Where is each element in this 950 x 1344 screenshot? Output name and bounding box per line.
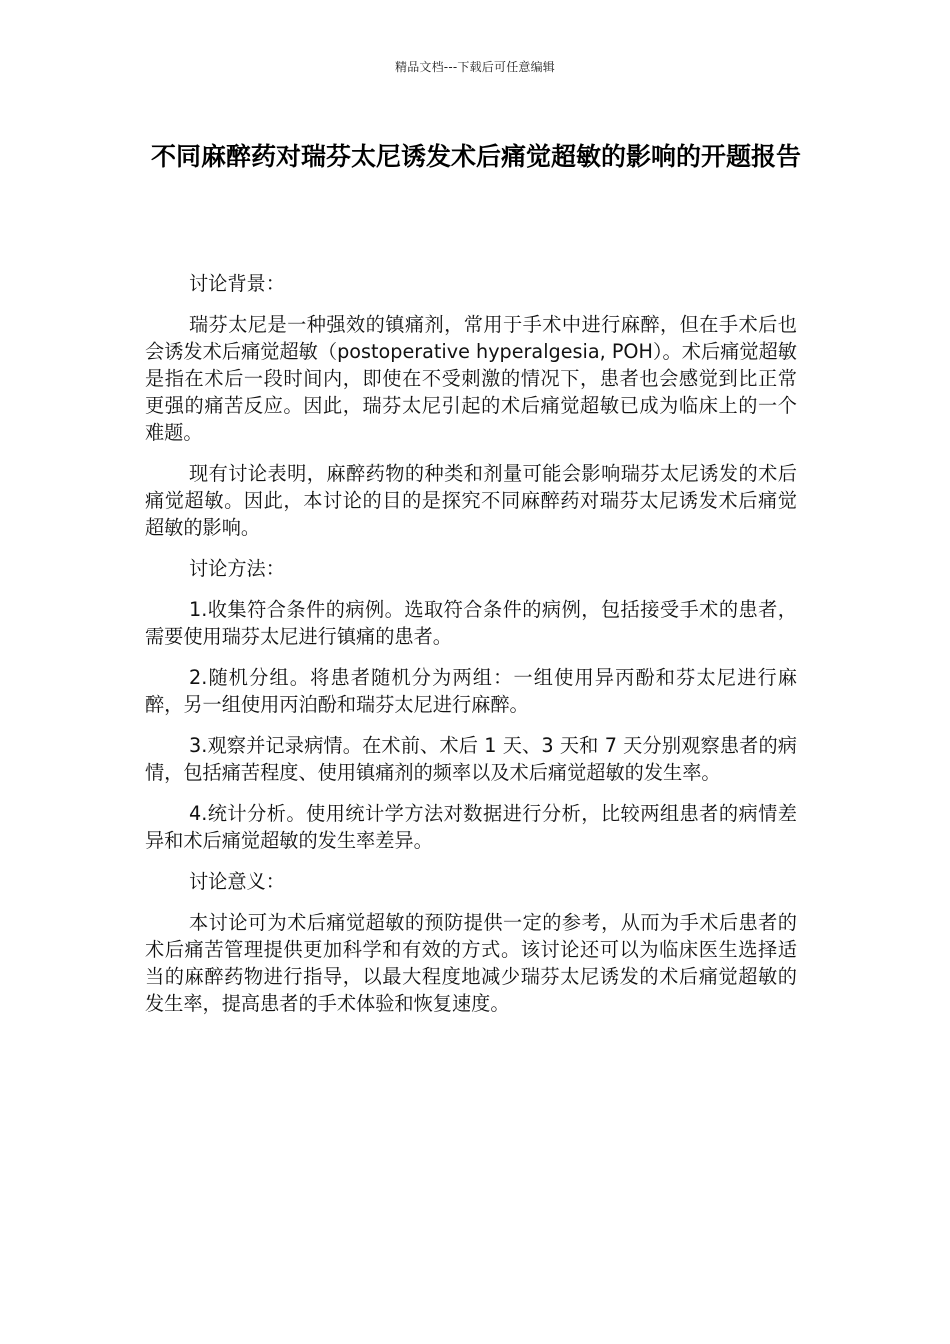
- method-item-2: 2.随机分组。将患者随机分为两组：一组使用异丙酚和芬太尼进行麻醉，另一组使用丙泊酚和瑞芬太尼进行麻醉。: [145, 666, 797, 716]
- document-title: 不同麻醉药对瑞芬太尼诱发术后痛觉超敏的影响的开题报告: [150, 142, 801, 171]
- paragraph-background-1: 瑞芬太尼是一种强效的镇痛剂，常用于手术中进行麻醉，但在手术后也会诱发术后痛觉超敏（postoperative hyperalgesia, POH）。术后痛觉超敏是指在术后一段时间内，即使在不受刺激的情况下，患者也会感觉到比正常更强的痛苦反应。因此，瑞芬太尼引起的术后痛觉超敏已成为临床上的一个难题。: [145, 313, 797, 444]
- method-item-1: 1.收集符合条件的病例。选取符合条件的病例，包括接受手术的患者，需要使用瑞芬太尼进行镇痛的患者。: [145, 598, 797, 648]
- document-body: [145, 270, 797, 1031]
- section-heading-significance: 讨论意义：: [189, 870, 285, 893]
- paragraph-significance: 本讨论可为术后痛觉超敏的预防提供一定的参考，从而为手术后患者的术后痛苦管理提供更加科学和有效的方式。该讨论还可以为临床医生选择适当的麻醉药物进行指导，以最大程度地减少瑞芬太尼诱发的术后痛觉超敏的发生率，提高患者的手术体验和恢复速度。: [145, 911, 797, 1015]
- section-heading-background: 讨论背景：: [189, 272, 285, 295]
- method-item-3: 3.观察并记录病情。在术前、术后 1 天、3 天和 7 天分别观察患者的病情，包括痛苦程度、使用镇痛剂的频率以及术后痛觉超敏的发生率。: [145, 734, 797, 784]
- header-note: 精品文档---下载后可任意编辑: [395, 60, 555, 74]
- section-heading-methods: 讨论方法：: [189, 557, 285, 580]
- method-item-4: 4.统计分析。使用统计学方法对数据进行分析，比较两组患者的病情差异和术后痛觉超敏的发生率差异。: [145, 802, 797, 852]
- paragraph-background-2: 现有讨论表明，麻醉药物的种类和剂量可能会影响瑞芬太尼诱发的术后痛觉超敏。因此，本讨论的目的是探究不同麻醉药对瑞芬太尼诱发术后痛觉超敏的影响。: [145, 462, 797, 539]
